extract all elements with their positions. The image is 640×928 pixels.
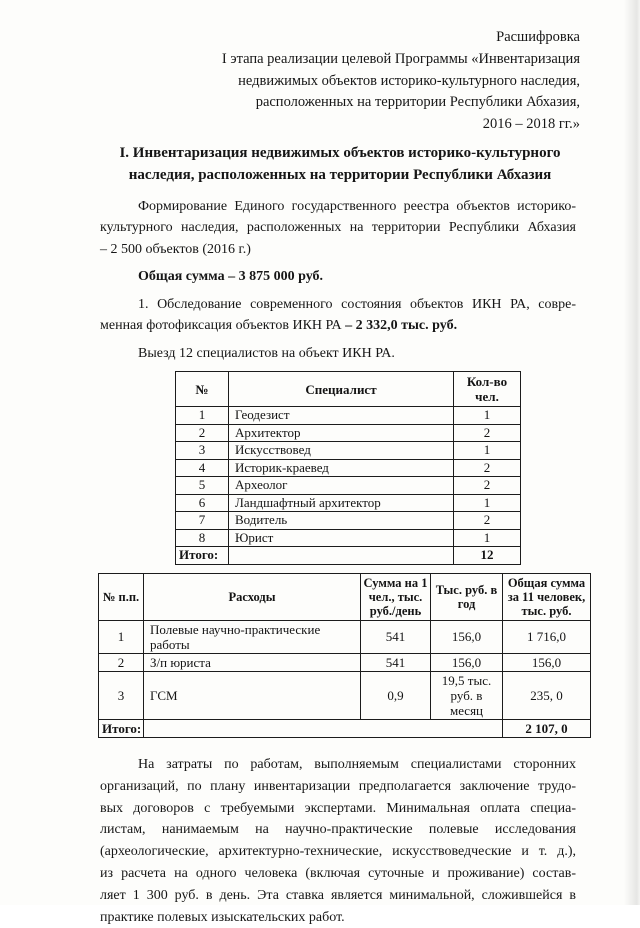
specialist-count: 1 [454, 494, 521, 512]
expense-name: З/п юриста [144, 653, 361, 671]
paragraph-final-line-7: ляет 1 300 руб. в день. Эта ставка является минимальной, сложившейся в [100, 887, 576, 903]
expense-per-year: 19,5 тыс. руб. в месяц [431, 671, 503, 719]
table-row [176, 529, 521, 547]
section-heading-line-1: I. Инвентаризация недвижимых объектов историко-культурного [119, 144, 561, 161]
table-row [176, 477, 521, 495]
expenses-col-number: № п.п. [99, 573, 144, 620]
expense-total: 1 716,0 [503, 620, 591, 653]
row-number: 8 [176, 529, 229, 547]
table-row [176, 494, 521, 512]
row-number: 3 [99, 671, 144, 719]
scan-edge-artifact [624, 0, 640, 905]
specialist-count: 2 [454, 459, 521, 477]
expenses-col-total: Общая сумма за 11 человек, тыс. руб. [503, 573, 591, 620]
specialist-name: Юрист [229, 529, 454, 547]
specialists-col-count: Кол-во чел. [454, 372, 521, 407]
specialist-name: Ландшафтный архитектор [229, 494, 454, 512]
table-row [176, 407, 521, 425]
paragraph-final-line-3: вых договоров с требуемыми экспертами. Минимальная оплата специа- [100, 800, 576, 816]
expense-per-person: 541 [361, 620, 431, 653]
paragraph-survey [100, 294, 576, 337]
expense-per-year: 156,0 [431, 653, 503, 671]
paragraph-survey-line-2-amount: – 2 332,0 тыс. руб. [345, 318, 458, 334]
specialist-name: Искусствовед [229, 442, 454, 460]
paragraph-survey-line-1: 1. Обследование современного состояния объектов ИКН РА, совре- [138, 296, 576, 312]
paragraph-final-line-5: (археологические, архитектурно-технические, искусствоведческие и т. д.), [100, 844, 576, 860]
paragraph-trip: Выезд 12 специалистов на объект ИКН РА. [138, 345, 395, 361]
row-number: 1 [176, 407, 229, 425]
row-number: 2 [99, 653, 144, 671]
header-line-4: расположенных на территории Республики Абхазия, [255, 94, 580, 111]
expenses-table [98, 573, 591, 738]
specialists-total-row [176, 547, 521, 565]
total-sum-line: Общая сумма – 3 875 000 руб. [138, 269, 324, 285]
header-block [210, 0, 580, 136]
specialist-count: 1 [454, 529, 521, 547]
table-row [176, 512, 521, 530]
paragraph-survey-line-2-text: менная фотофиксация объектов ИКН РА [100, 318, 346, 334]
table-row [99, 620, 591, 653]
header-line-1: Расшифровка [496, 29, 580, 45]
expense-name: ГСМ [144, 671, 361, 719]
table-row [176, 424, 521, 442]
expense-per-person: 541 [361, 653, 431, 671]
specialists-table [175, 371, 521, 565]
expenses-col-per-year: Тыс. руб. в год [431, 573, 503, 620]
specialist-count: 2 [454, 512, 521, 530]
section-heading-line-2: наследия, расположенных на территории Республики Абхазия [128, 166, 552, 183]
total-value: 12 [454, 547, 521, 565]
expenses-col-name: Расходы [144, 573, 361, 620]
expenses-col-per-person: Сумма на 1 чел., тыс. руб./день [361, 573, 431, 620]
row-number: 3 [176, 442, 229, 460]
total-value: 2 107, 0 [503, 719, 591, 737]
empty-cell [229, 547, 454, 565]
empty-cell [144, 719, 503, 737]
table-row [176, 442, 521, 460]
row-number: 6 [176, 494, 229, 512]
expenses-total-row [99, 719, 591, 737]
specialist-count: 2 [454, 424, 521, 442]
paragraph-registry-line-3: – 2 500 объектов (2016 г.) [100, 241, 251, 257]
specialist-count: 1 [454, 407, 521, 425]
row-number: 7 [176, 512, 229, 530]
expenses-table-header-row [99, 573, 591, 620]
paragraph-final-line-1: На затраты по работам, выполняемым специалистами сторонних [138, 756, 576, 772]
expense-total: 156,0 [503, 653, 591, 671]
specialist-name: Архитектор [229, 424, 454, 442]
paragraph-final-line-2: организаций, по плану инвентаризации предполагается заключение трудо- [100, 778, 576, 794]
header-line-5: 2016 – 2018 гг.» [482, 116, 580, 133]
expense-per-person: 0,9 [361, 671, 431, 719]
row-number: 1 [99, 620, 144, 653]
paragraph-final-line-8: практике полевых изыскательских работ. [100, 909, 345, 925]
expense-name: Полевые научно-практические работы [144, 620, 361, 653]
table-row [99, 671, 591, 719]
specialist-count: 1 [454, 442, 521, 460]
specialists-table-header-row [176, 372, 521, 407]
paragraph-final [100, 754, 576, 928]
total-label: Итого: [99, 719, 144, 737]
specialist-count: 2 [454, 477, 521, 495]
header-line-2: I этапа реализации целевой Программы «Инвентаризация [221, 50, 580, 67]
row-number: 2 [176, 424, 229, 442]
header-line-3: недвижимых объектов историко-культурного наследия, [238, 72, 580, 89]
paragraph-registry [100, 196, 576, 261]
specialist-name: Геодезист [229, 407, 454, 425]
table-row [176, 459, 521, 477]
expense-per-year: 156,0 [431, 620, 503, 653]
paragraph-final-line-4: листам, нанимаемым на научно-практические полевые исследования [100, 822, 576, 838]
paragraph-final-line-6: из расчета на одного человека (включая суточные и проживание) состав- [100, 865, 576, 881]
table-row [99, 653, 591, 671]
specialist-name: Археолог [229, 477, 454, 495]
specialists-col-specialist: Специалист [229, 372, 454, 407]
specialist-name: Историк-краевед [229, 459, 454, 477]
specialist-name: Водитель [229, 512, 454, 530]
section-heading [105, 142, 575, 186]
row-number: 5 [176, 477, 229, 495]
paragraph-survey-line-2 [100, 315, 576, 337]
specialists-col-number: № [176, 372, 229, 407]
total-label: Итого: [176, 547, 229, 565]
paragraph-registry-line-1: Формирование Единого государственного реестра объектов историко- [138, 198, 576, 214]
paragraph-registry-line-2: культурного наследия, расположенных на территории Республики Абхазия [100, 220, 576, 236]
row-number: 4 [176, 459, 229, 477]
expense-total: 235, 0 [503, 671, 591, 719]
